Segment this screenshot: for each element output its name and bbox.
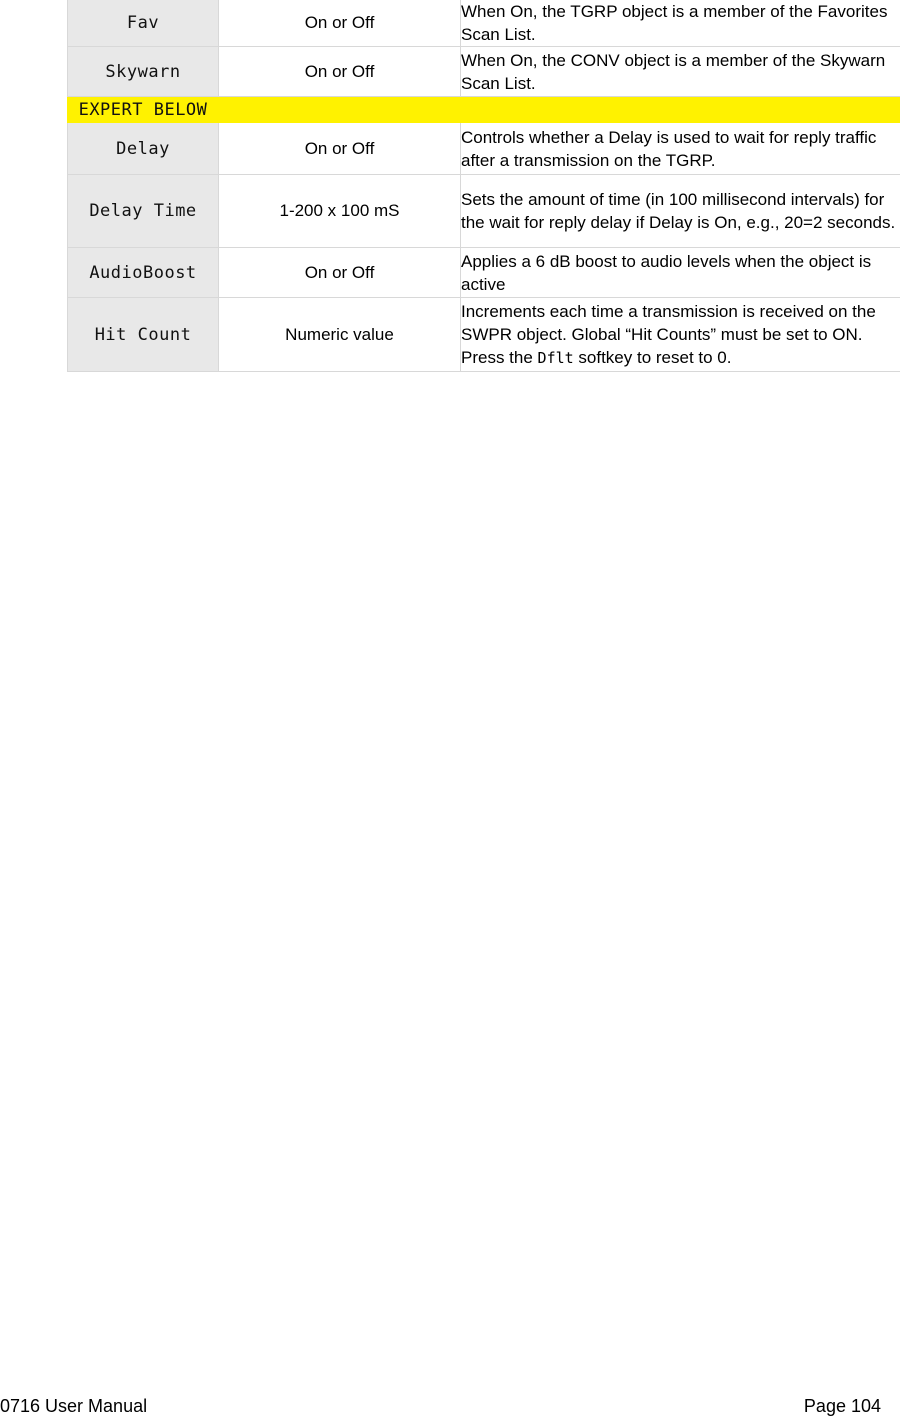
setting-name: Delay [68,123,219,175]
setting-value: On or Off [219,248,461,298]
table-row [68,175,900,248]
setting-name: AudioBoost [68,248,219,298]
setting-value: On or Off [219,47,461,97]
settings-table [67,0,900,372]
footer-page-number: Page 104 [803,1396,881,1416]
table-row [68,123,900,175]
softkey-label: Dflt [537,348,574,367]
setting-description: When On, the CONV object is a member of the Skywarn Scan List. [461,47,900,97]
expert-divider-fill [461,97,900,123]
setting-description: Applies a 6 dB boost to audio levels when the object is active [461,248,900,298]
table-row [68,298,900,372]
expert-below-label: EXPERT BELOW [68,97,219,123]
description-text: softkey to reset to 0. [573,347,732,367]
footer-manual-title: 0716 User Manual [0,1396,148,1416]
setting-value: On or Off [219,0,461,47]
setting-name: Hit Count [68,298,219,372]
setting-name: Fav [68,0,219,47]
expert-divider-fill [219,97,461,123]
expert-divider-row [68,97,900,123]
setting-description [461,298,900,372]
setting-value: 1-200 x 100 mS [219,175,461,248]
setting-description: Sets the amount of time (in 100 millisecond intervals) for the wait for reply delay if Delay is On, e.g., 20=2 seconds. [461,175,900,248]
setting-value: Numeric value [219,298,461,372]
setting-description: Controls whether a Delay is used to wait for reply traffic after a transmission on the TGRP. [461,123,900,175]
table-row [68,47,900,97]
setting-name: Delay Time [68,175,219,248]
table-row [68,248,900,298]
setting-name: Skywarn [68,47,219,97]
setting-description: When On, the TGRP object is a member of the Favorites Scan List. [461,0,900,47]
setting-value: On or Off [219,123,461,175]
table-row [68,0,900,47]
description-text: Increments each time a transmission is received on the SWPR object. Global “Hit Counts” must be set to ON. Press the [461,301,876,367]
